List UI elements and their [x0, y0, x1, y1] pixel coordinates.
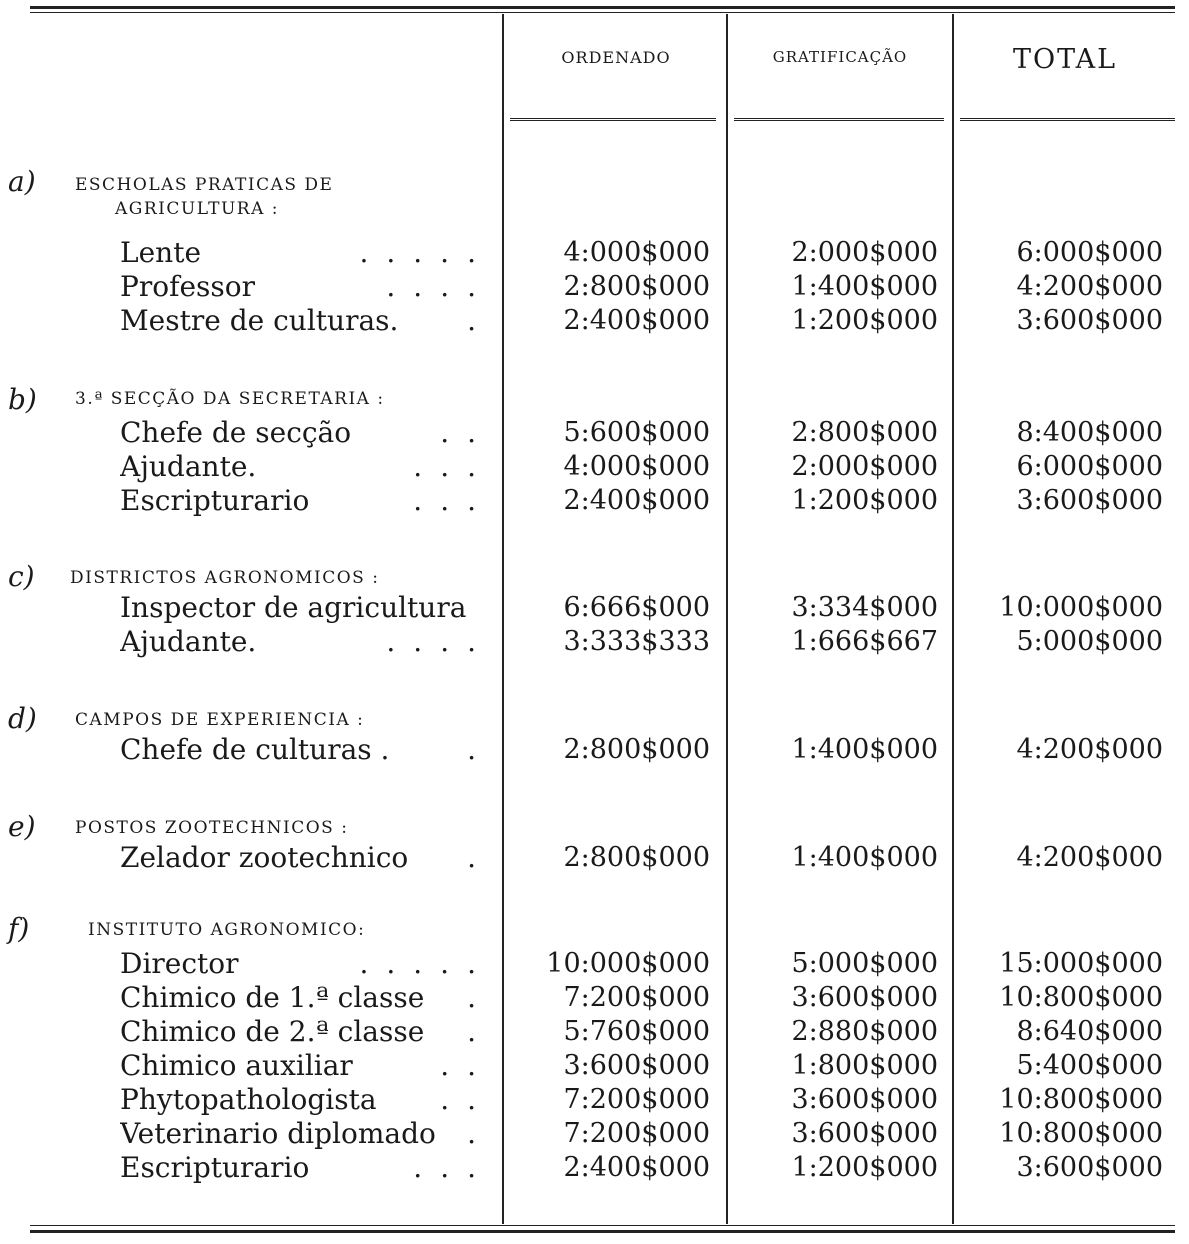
table-row: [0, 451, 1189, 483]
table-row: [0, 485, 1189, 517]
table-row: [0, 237, 1189, 269]
row-gratificacao: 3:334$000: [791, 592, 938, 623]
bottom-rule-inner: [30, 1225, 1175, 1226]
table-row: [0, 982, 1189, 1014]
row-ordenado: 4:000$000: [563, 237, 710, 268]
row-total: 8:400$000: [1016, 417, 1163, 448]
row-total: 3:600$000: [1016, 1152, 1163, 1183]
row-label: Professor ....: [120, 271, 494, 303]
row-ordenado: 2:400$000: [563, 1152, 710, 1183]
row-gratificacao: 1:400$000: [791, 271, 938, 302]
row-ordenado: 7:200$000: [563, 1084, 710, 1115]
row-total: 4:200$000: [1016, 842, 1163, 873]
top-rule: [30, 6, 1175, 9]
table-row: [0, 842, 1189, 874]
section-title-line1: POSTOS ZOOTECHNICOS :: [75, 818, 349, 838]
row-label: Ajudante. ...: [120, 451, 494, 483]
row-ordenado: 10:000$000: [546, 948, 710, 979]
section-letter: a): [8, 165, 36, 198]
row-ordenado: 2:400$000: [563, 485, 710, 516]
section-title: [70, 566, 379, 590]
section-letter: c): [8, 560, 35, 593]
row-label: Escripturario ...: [120, 1152, 494, 1184]
section-title-line2: AGRICULTURA :: [115, 199, 279, 219]
table-row: [0, 948, 1189, 980]
row-total: 15:000$000: [999, 948, 1163, 979]
section-letter: f): [8, 912, 30, 945]
row-ordenado: 3:600$000: [563, 1050, 710, 1081]
row-gratificacao: 3:600$000: [791, 1084, 938, 1115]
table-row: [0, 305, 1189, 337]
row-ordenado: 2:800$000: [563, 734, 710, 765]
section-letter: d): [8, 702, 37, 735]
header-rule-1: [510, 118, 716, 124]
section-letter: b): [8, 383, 37, 416]
row-total: 6:000$000: [1016, 451, 1163, 482]
row-total: 6:000$000: [1016, 237, 1163, 268]
section-title-line1: 3.ª SECÇÃO DA SECRETARIA :: [75, 389, 385, 409]
row-ordenado: 6:666$000: [563, 592, 710, 623]
row-gratificacao: 2:880$000: [791, 1016, 938, 1047]
header-gratificacao: GRATIFICAÇÃO: [772, 48, 908, 66]
row-gratificacao: 5:000$000: [791, 948, 938, 979]
row-label: Chimico auxiliar ..: [120, 1050, 494, 1082]
row-gratificacao: 2:000$000: [791, 237, 938, 268]
row-label: Ajudante. ....: [120, 626, 494, 658]
row-label: Zelador zootechnico .: [120, 842, 494, 874]
bottom-rule: [30, 1230, 1175, 1233]
row-total: 4:200$000: [1016, 271, 1163, 302]
table-row: [0, 1016, 1189, 1048]
row-label: Chimico de 2.ª classe .: [120, 1016, 494, 1048]
table-row: [0, 1152, 1189, 1184]
row-label: Mestre de culturas. .: [120, 305, 494, 337]
row-total: 4:200$000: [1016, 734, 1163, 765]
row-total: 10:800$000: [999, 1118, 1163, 1149]
row-ordenado: 7:200$000: [563, 982, 710, 1013]
row-gratificacao: 2:800$000: [791, 417, 938, 448]
row-total: 5:000$000: [1016, 626, 1163, 657]
row-gratificacao: 3:600$000: [791, 1118, 938, 1149]
row-ordenado: 7:200$000: [563, 1118, 710, 1149]
row-gratificacao: 1:666$667: [791, 626, 938, 657]
row-total: 10:800$000: [999, 1084, 1163, 1115]
section-title-line1: DISTRICTOS AGRONOMICOS :: [70, 568, 380, 588]
section-title: [88, 918, 365, 942]
row-total: 3:600$000: [1016, 485, 1163, 516]
row-ordenado: 4:000$000: [563, 451, 710, 482]
row-total: 10:800$000: [999, 982, 1163, 1013]
row-label: Inspector de agricultura: [120, 592, 467, 624]
section-title-line1: ESCHOLAS PRATICAS DE: [75, 175, 334, 195]
row-gratificacao: 1:400$000: [791, 842, 938, 873]
row-label: Chefe de culturas . .: [120, 734, 494, 766]
section-title-line1: INSTITUTO AGRONOMICO:: [88, 920, 366, 940]
section-letter: e): [8, 810, 36, 843]
row-label: Lente .....: [120, 237, 494, 269]
table-row: [0, 734, 1189, 766]
row-label: Chimico de 1.ª classe .: [120, 982, 494, 1014]
row-gratificacao: 1:400$000: [791, 734, 938, 765]
row-label: Phytopathologista ..: [120, 1084, 494, 1116]
row-total: 5:400$000: [1016, 1050, 1163, 1081]
row-ordenado: 5:600$000: [563, 417, 710, 448]
table-row: [0, 1050, 1189, 1082]
row-gratificacao: 1:800$000: [791, 1050, 938, 1081]
row-total: 3:600$000: [1016, 305, 1163, 336]
table-row: [0, 417, 1189, 449]
row-label: Escripturario ...: [120, 485, 494, 517]
row-total: 8:640$000: [1016, 1016, 1163, 1047]
table-row: [0, 1118, 1189, 1150]
row-gratificacao: 3:600$000: [791, 982, 938, 1013]
row-gratificacao: 1:200$000: [791, 485, 938, 516]
section-title: [75, 387, 385, 411]
header-total: TOTAL: [1012, 44, 1118, 75]
table-row: [0, 626, 1189, 658]
header-rule-2: [734, 118, 944, 124]
section-title-line1: CAMPOS DE EXPERIENCIA :: [75, 710, 365, 730]
row-total: 10:000$000: [999, 592, 1163, 623]
header-ordenado: ORDENADO: [561, 48, 671, 67]
row-ordenado: 5:760$000: [563, 1016, 710, 1047]
top-rule-inner: [30, 12, 1175, 13]
row-gratificacao: 1:200$000: [791, 305, 938, 336]
section-title: [75, 173, 333, 221]
table-row: [0, 592, 1189, 624]
header-rule-3: [960, 118, 1175, 124]
row-label: Chefe de secção ..: [120, 417, 494, 449]
row-label: Veterinario diplomado .: [120, 1118, 494, 1150]
row-gratificacao: 2:000$000: [791, 451, 938, 482]
table-row: [0, 271, 1189, 303]
row-gratificacao: 1:200$000: [791, 1152, 938, 1183]
table-row: [0, 1084, 1189, 1116]
row-ordenado: 2:800$000: [563, 842, 710, 873]
row-ordenado: 2:400$000: [563, 305, 710, 336]
section-title: [75, 708, 364, 732]
row-ordenado: 2:800$000: [563, 271, 710, 302]
row-label: Director .....: [120, 948, 494, 980]
section-title: [75, 816, 348, 840]
row-ordenado: 3:333$333: [563, 626, 710, 657]
